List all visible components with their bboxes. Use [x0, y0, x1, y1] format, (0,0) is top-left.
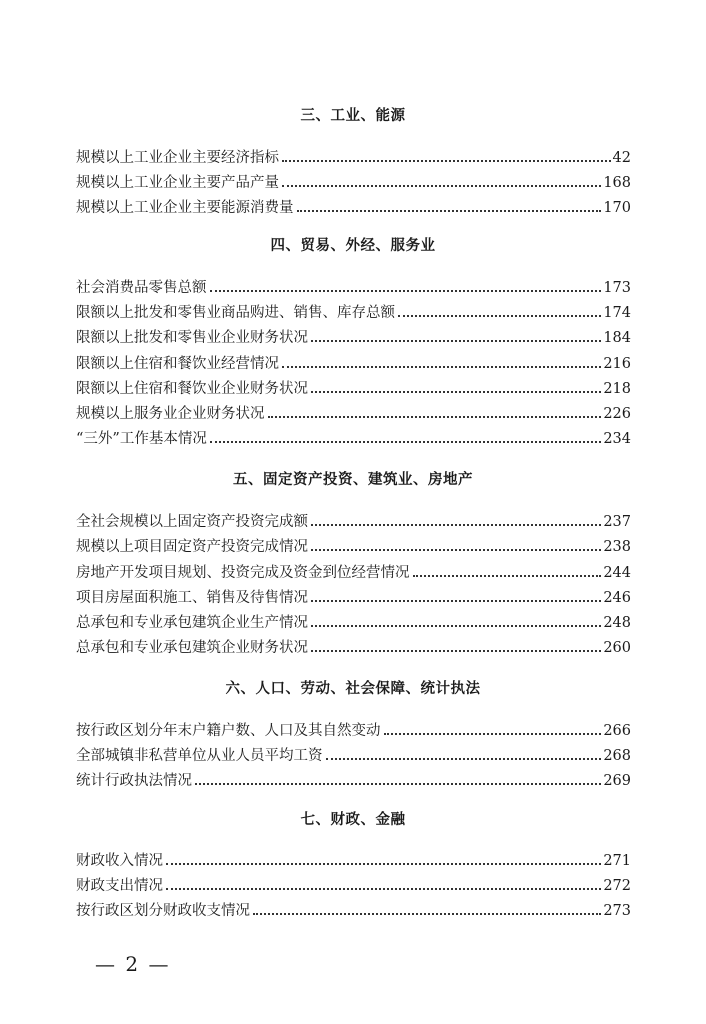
dot-leader [311, 600, 601, 602]
toc-entry[interactable] [76, 377, 631, 399]
toc-entry[interactable] [76, 352, 631, 374]
entry-label: 按行政区划分年末户籍户数、人口及其自然变动 [76, 723, 381, 739]
dot-leader [297, 210, 602, 212]
toc-entry[interactable] [76, 769, 631, 791]
dot-leader [311, 549, 601, 551]
entry-page-number: 168 [603, 175, 631, 191]
dot-leader [413, 575, 602, 577]
entry-label: 总承包和专业承包建筑企业生产情况 [76, 615, 308, 631]
toc-entry[interactable] [76, 744, 631, 766]
toc-entry[interactable] [76, 535, 631, 557]
toc-entry[interactable] [76, 301, 631, 323]
dot-leader [282, 185, 601, 187]
dot-leader [282, 160, 611, 162]
entry-label: 规模以上工业企业主要产品产量 [76, 175, 279, 191]
dot-leader [282, 366, 601, 368]
entry-page-number: 218 [603, 381, 631, 397]
toc-entry[interactable] [76, 849, 631, 871]
entry-page-number: 42 [612, 150, 631, 166]
dot-leader [311, 391, 601, 393]
toc-entry[interactable] [76, 276, 631, 298]
entry-page-number: 269 [603, 773, 631, 789]
toc-entry[interactable] [76, 510, 631, 532]
toc-entry[interactable] [76, 171, 631, 193]
entry-page-number: 238 [603, 539, 631, 555]
entry-page-number: 173 [603, 280, 631, 296]
entry-label: 限额以上批发和零售业企业财务状况 [76, 330, 308, 346]
entry-label: 规模以上项目固定资产投资完成情况 [76, 539, 308, 555]
toc-entry[interactable] [76, 326, 631, 348]
dot-leader [311, 340, 601, 342]
section-title: 五、固定资产投资、建筑业、房地产 [233, 472, 473, 488]
toc-entry[interactable] [76, 636, 631, 658]
dot-leader [311, 650, 601, 652]
entry-page-number: 248 [603, 615, 631, 631]
entry-page-number: 246 [603, 590, 631, 606]
section-title: 六、人口、劳动、社会保障、统计执法 [225, 681, 481, 697]
dot-leader [311, 524, 601, 526]
entry-page-number: 244 [603, 565, 631, 581]
entry-label: 限额以上批发和零售业商品购进、销售、库存总额 [76, 305, 395, 321]
entry-label: 规模以上服务业企业财务状况 [76, 406, 265, 422]
entry-label: 规模以上工业企业主要经济指标 [76, 150, 279, 166]
dot-leader [384, 733, 602, 735]
toc-entry[interactable] [76, 561, 631, 583]
entry-label: 项目房屋面积施工、销售及待售情况 [76, 590, 308, 606]
toc-entry[interactable] [76, 899, 631, 921]
entry-page-number: 273 [603, 903, 631, 919]
entry-label: 房地产开发项目规划、投资完成及资金到位经营情况 [76, 565, 410, 581]
dot-leader [195, 783, 601, 785]
entry-label: 规模以上工业企业主要能源消费量 [76, 200, 294, 216]
entry-label: 总承包和专业承包建筑企业财务状况 [76, 640, 308, 656]
toc-entry[interactable] [76, 196, 631, 218]
page-number-footer: — 2 — [95, 952, 171, 976]
dot-leader [166, 863, 601, 865]
dot-leader [268, 416, 602, 418]
section-title: 三、工业、能源 [300, 108, 406, 124]
entry-page-number: 237 [603, 514, 631, 530]
entry-page-number: 271 [603, 853, 631, 869]
entry-page-number: 174 [603, 305, 631, 321]
toc-entry[interactable] [76, 611, 631, 633]
entry-label: 统计行政执法情况 [76, 773, 192, 789]
toc-entry[interactable] [76, 402, 631, 424]
entry-page-number: 266 [603, 723, 631, 739]
entry-label: 全社会规模以上固定资产投资完成额 [76, 514, 308, 530]
entry-page-number: 260 [603, 640, 631, 656]
entry-page-number: 272 [603, 878, 631, 894]
entry-page-number: 184 [603, 330, 631, 346]
entry-label: 财政收入情况 [76, 853, 163, 869]
toc-entry[interactable] [76, 874, 631, 896]
entry-page-number: 268 [603, 748, 631, 764]
entry-page-number: 226 [603, 406, 631, 422]
section-title: 四、贸易、外经、服务业 [270, 238, 436, 254]
entry-page-number: 234 [603, 431, 631, 447]
entry-label: 按行政区划分财政收支情况 [76, 903, 250, 919]
toc-entry[interactable] [76, 586, 631, 608]
section-title: 七、财政、金融 [300, 812, 406, 828]
toc-entry[interactable] [76, 146, 631, 168]
entry-page-number: 170 [603, 200, 631, 216]
dot-leader [210, 441, 601, 443]
dot-leader [253, 913, 601, 915]
entry-label: 财政支出情况 [76, 878, 163, 894]
entry-label: 社会消费品零售总额 [76, 280, 207, 296]
toc-entry[interactable] [76, 427, 631, 449]
entry-label: 限额以上住宿和餐饮业企业财务状况 [76, 381, 308, 397]
dot-leader [210, 290, 602, 292]
dot-leader [326, 758, 602, 760]
dot-leader [311, 625, 601, 627]
entry-label: “三外”工作基本情况 [76, 431, 207, 447]
dot-leader [166, 888, 601, 890]
toc-entry[interactable] [76, 719, 631, 741]
entry-page-number: 216 [603, 356, 631, 372]
dot-leader [398, 315, 601, 317]
entry-label: 全部城镇非私营单位从业人员平均工资 [76, 748, 323, 764]
entry-label: 限额以上住宿和餐饮业经营情况 [76, 356, 279, 372]
